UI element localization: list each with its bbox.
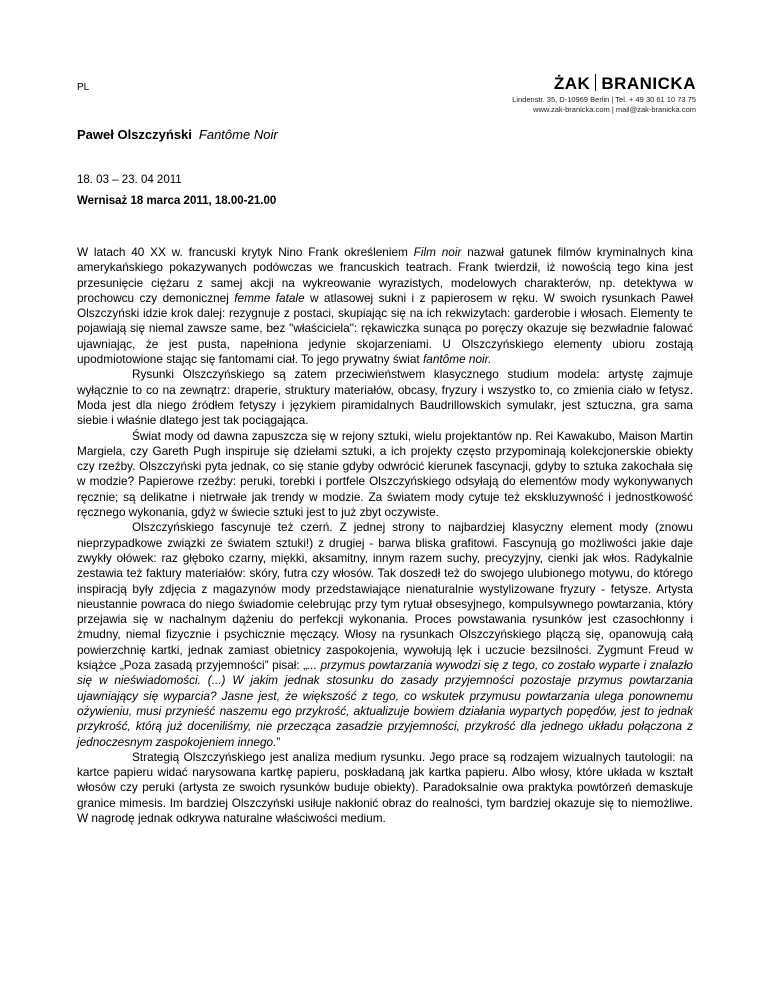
contact-address: Lindenstr. 35, D-10969 Berlin | Tel. + 49 30 61 10 73 75 <box>512 95 696 104</box>
contact-web: www.zak-branicka.com | mail@zak-branicka.com <box>533 105 696 114</box>
paragraph-3: Świat mody od dawna zapuszcza się w rejony sztuki, wielu projektantów np. Rei Kawakubo, Maison Martin Margiela, czy Gareth Pugh inspiruje się dziełami sztuki, a ich projekty często przypominają kolekcjonerskie obiekty czy rzeźby. Olszczyński pyta jednak, co się stanie gdyby odwrócić kierunek fascynacji, gdyby to sztuka zakochała się w modzie? Papierowe rzeźby: peruki, torebki i portfele Olszczyńskiego odsyłają do elementów mody wykonywanych ręcznie; są delikatne i nietrwałe jak trendy w modzie. Za światem mody cytuje też ekskluzywność i jednostkowość ręcznego wykonania, gdyż w świecie sztuki jest to już zbyt oczywiste. <box>77 428 693 520</box>
artist-name: Paweł Olszczyński <box>77 127 192 142</box>
exhibition-title: Fantôme Noir <box>198 127 278 142</box>
press-text <box>77 245 693 826</box>
language-label: PL <box>77 82 90 93</box>
logo-divider <box>595 74 596 91</box>
paragraph-1: W latach 40 XX w. francuski krytyk Nino Frank określeniem Film noir nazwał gatunek filmów kryminalnych kina amerykańskiego pokazywanych podówczas we francuskich teatrach. Frank twierdził, iż nowością tego kina jest przesunięcie ciężaru z samej akcji na wykreowanie wyrazistych, modelowych charakterów, np. detektywa w prochowcu czy demonicznej femme fatale w atlasowej sukni i z papierosem w ręku. W swoich rysunkach Paweł Olszczyński idzie krok dalej: rezygnuje z postaci, skupiając się na ich rekwizytach: garderobie i włosach. Elementy te pojawiają się niemal zawsze same, bez "właściciela": rękawiczka sunąca po poręczy okazuje się bezwładnie falować ujawniając, że jest pusta, napełniona jedynie skojarzeniami. U Olszczyńskiego elementy ubioru zostają upodmiotowione stając się fantomami ciał. To jego prywatny świat fantôme noir. <box>77 245 693 367</box>
gallery-logo <box>554 74 696 94</box>
paragraph-2: Rysunki Olszczyńskiego są zatem przeciwieństwem klasycznego studium modela: artystę zajmuje wyłącznie to co na zewnątrz: draperie, struktury materiałów, obcasy, fryzury i wszystko to, co zmienia ciało w fetysz. Moda jest dla niego źródłem fetyszy i językiem piramidalnych Baudrillowskich symulakr, jest sztuczna, gra sama siebie i właśnie dlatego jest tak pociągająca. <box>77 367 693 428</box>
contact-info <box>512 95 696 115</box>
logo-left-text: ŻAK <box>553 74 591 93</box>
exhibition-heading <box>77 127 278 142</box>
paragraph-4: Olszczyńskiego fascynuje też czerń. Z jednej strony to najbardziej klasyczny element mody (znowu nieprzypadkowe związki ze światem sztuki!) z drugiej - barwa bliska grafitowi. Fascynują go możliwości jakie daje zwykły ołówek: raz głęboko czarny, miękki, aksamitny, innym razem suchy, precyzyjny, cienki jak włos. Radykalnie zestawia też faktury materiałów: skóry, futra czy włosów. Tak doszedł też do swojego ulubionego motywu, do którego inspiracją były zdjęcia z magazynów mody przedstawiające nienaturalnie wystylizowane fryzury - fetysze. Artysta nieustannie powraca do niego świadomie celebrując przy tym rytuał obsesyjnego, kompulsywnego powtarzania, który przejawia się w nachalnym dążeniu do perfekcji wykonania. Proces powstawania rysunków jest czasochłonny i żmudny, niemal fizycznie i psychicznie męczący. Włosy na rysunkach Olszczyńskiego plączą się, opanowują całą powierzchnię kartki, jednak zamiast obietnicy zaspokojenia, wywołują lęk i uczucie bezsilności. Zygmunt Freud w książce „Poza zasadą przyjemności” pisał: „... przymus powtarzania wywodzi się z tego, co zostało wyparte i znalazło się w nieświadomości. (...) W jakim jednak stosunku do zasady przyjemności pozostaje przymus powtarzania ujawniający się wyparcia? Jasne jest, że większość z tego, co wskutek przymusu powtarzania ulega ponownemu ożywieniu, musi przynieść naszemu ego przykrość, aktualizuje bowiem działania wypartych popędów, jest to jednak przykrość, którą już doceniliśmy, nie przecząca zasadzie przyjemności, przykrość dla jednego układu połączona z jednoczesnym zaspokojeniem innego.” <box>77 520 693 749</box>
opening-info: Wernisaż 18 marca 2011, 18.00-21.00 <box>77 195 277 207</box>
paragraph-5: Strategią Olszczyńskiego jest analiza medium rysunku. Jego prace są rodzajem wizualnych tautologii: na kartce papieru widać narysowana kartkę papieru, poskładaną jak kartka papieru. Albo włosy, które układa w kształt włosów czy peruki (artysta ze swoich rysunków buduje obiekty). Paradoksalnie owa praktyka powtórzeń demaskuje granice mimesis. Im bardziej Olszczyński usiłuje nakłonić obraz do realności, tym bardziej okazuje się to niemożliwe. W nagrodę jednak odkrywa naturalne właściwości medium. <box>77 749 693 825</box>
logo-right-text: BRANICKA <box>601 74 696 93</box>
exhibition-dates: 18. 03 – 23. 04 2011 <box>77 174 182 186</box>
freud-quote: ... przymus powtarzania wywodzi się z tego, co zostało wyparte i znalazło się w nieświadomości. (...) W jakim jednak stosunku do zasady przyjemności pozostaje przymus powtarzania ujawniający się wyparcia? Jasne jest, że większość z tego, co wskutek przymusu powtarzania ulega ponownemu ożywieniu, musi przynieść naszemu ego przykrość, aktualizuje bowiem działania wypartych popędów, jest to jednak przykrość, którą już doceniliśmy, nie przecząca zasadzie przyjemności, przykrość dla jednego układu połączona z jednoczesnym zaspokojeniem innego. <box>77 658 693 749</box>
